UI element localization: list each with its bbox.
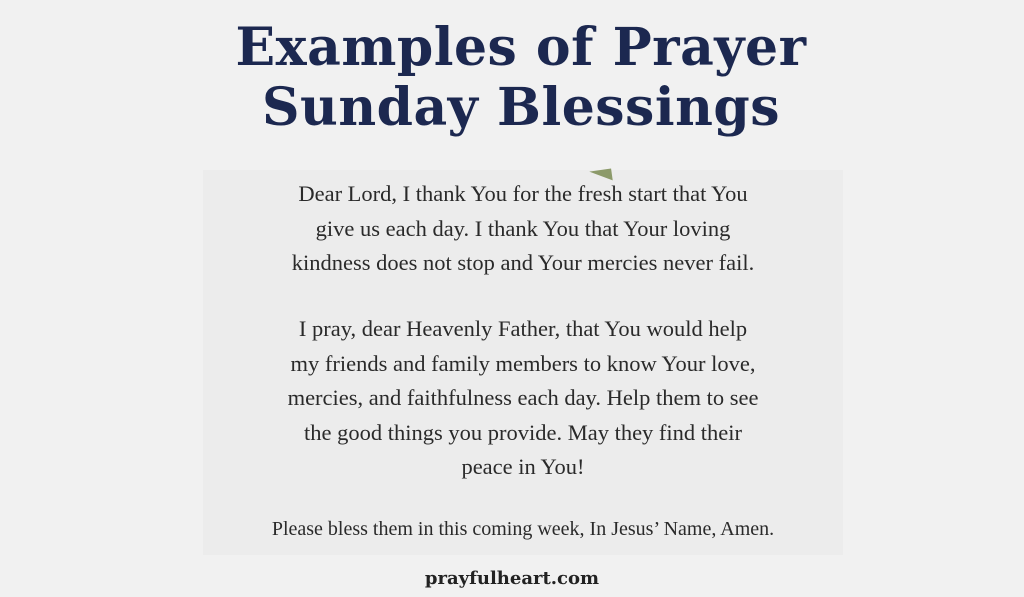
prayer-paragraph-2 xyxy=(203,312,843,485)
title-line-2: Sunday Blessings xyxy=(261,77,781,138)
title-line-1: Examples of Prayer xyxy=(235,17,807,78)
prayer-line: mercies, and faithfulness each day. Help them to see xyxy=(287,385,759,410)
prayer-line: my friends and family members to know Your love, xyxy=(290,350,756,376)
prayer-line: peace in You! xyxy=(461,454,585,479)
prayer-line: the good things you provide. May they find their xyxy=(303,419,743,445)
prayer-line: kindness does not stop and Your mercies never fail. xyxy=(291,250,755,275)
prayer-line: give us each day. I thank You that Your loving xyxy=(315,215,731,241)
prayer-line: Dear Lord, I thank You for the fresh start that You xyxy=(298,181,748,206)
prayer-closing xyxy=(203,514,843,544)
prayer-paragraph-1 xyxy=(203,177,843,281)
closing-line: Please bless them in this coming week, In Jesus’ Name, Amen. xyxy=(271,518,775,540)
prayer-line: I pray, dear Heavenly Father, that You would help xyxy=(298,316,748,341)
page-title xyxy=(0,18,1024,138)
footer-site-link[interactable]: prayfulheart.com xyxy=(424,568,600,589)
